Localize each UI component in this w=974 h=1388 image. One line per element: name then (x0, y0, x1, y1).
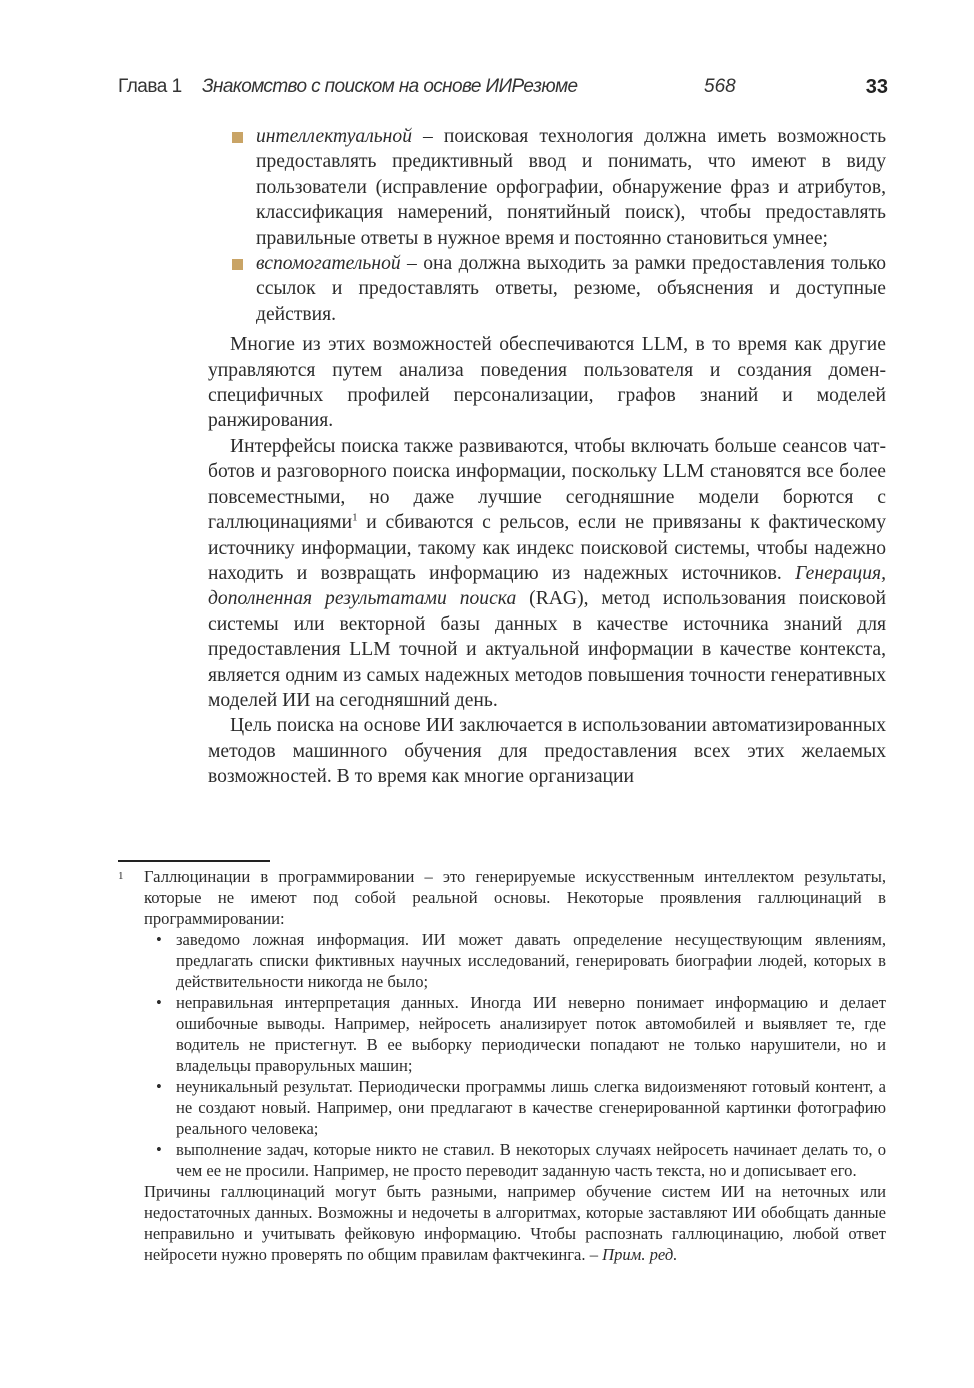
main-text (208, 124, 886, 790)
footnote-list-item: • выполнение задач, которые никто не ставил. В некоторых случаях нейросеть начинает делать то, о чем ее не просили. Например, не просто переводит заданную часть текста, но и дописывает его. (156, 1140, 886, 1180)
list-text: – она должна выходить за рамки предоставления только ссылок и предоставлять ответы, резюме, объяснения и доступные действия. (256, 253, 886, 325)
list-term: интеллектуальной (256, 126, 412, 147)
list-text: – поисковая технология должна иметь возможность предоставлять предиктивный ввод и понимать, что имеют в виду пользователи (исправление орфографии, обнаружение фраз и атрибутов, классификация намерений, понятийный поиск), чтобы предоставлять правильные ответы в нужное время и постоянно становиться умнее; (256, 126, 886, 249)
footnote-list-item: • заведомо ложная информация. ИИ может давать определение несуществующим явлениям, предлагать списки фиктивных научных исследований, генерировать биографии людей, которых в действительности никогда не было; (156, 930, 886, 991)
paragraph: Интерфейсы поиска также развиваются, чтобы включать больше сеансов чат-ботов и разговорного поиска информации, поскольку LLM становятся все более повсеместными, но даже лучшие сегодняшние модели борются с галлюцинациями$^1$ и сбиваются с рельсов, если не привязаны к фактическому источнику информации, такому как индекс поисковой системы, чтобы надежно находить и возвращать информацию из надежных источников. Генерация, дополненная результатами поиска (RAG), метод использования поисковой системы или векторной базы данных в качестве источника знаний для предоставления LLM точной и актуальной информации в качестве контекста, является одним из самых надежных методов повышения точности генеративных моделей ИИ на сегодняшний день. (208, 435, 886, 711)
square-bullet-icon (232, 132, 243, 143)
footnote-list-item: • неправильная интерпретация данных. Иногда ИИ неверно понимает информацию и делает ошибочные выводы. Например, нейросеть анализирует поток автомобилей и выявляет те, где водитель не пристегнут. В ее выборку периодически попадают не только нарушители, но и владельцы праворульных машин; (156, 993, 886, 1075)
footnote-body (144, 866, 886, 1265)
list-item (208, 124, 886, 251)
paragraph: Цель поиска на основе ИИ заключается в использовании автоматизированных методов машинного обучения для предоставления всех этих желаемых возможностей. В то время как многие организации (208, 715, 886, 788)
footnote-intro: Галлюцинации в программировании – это генерируемые искусственным интеллектом результаты, которые не имеют под собой реальной основы. Некоторые проявления галлюцинаций в программировании: (144, 867, 886, 928)
bullet-dot-icon: • (156, 1077, 162, 1096)
italic-term: Генерация, дополненная результатами поиска (208, 562, 886, 610)
list-item (208, 251, 886, 327)
footnote (118, 866, 886, 1265)
square-bullet-icon (232, 259, 243, 270)
footnote-divider (118, 860, 270, 862)
feature-list (208, 124, 886, 327)
paragraph: Многие из этих возможностей обеспечиваются LLM, в то время как другие управляются путем анализа поведения пользователя и создания домен-специфичных профилей персонализации, графов знаний и моделей ранжирования. (208, 334, 886, 432)
footnote-mark: 1 (118, 870, 124, 882)
footnote-list-item: • неуникальный результат. Периодически программы лишь слегка видоизменяют готовый контент, а не создают новый. Например, они предлагают в качестве сгенерированной картинки фотографию реального человека; (156, 1077, 886, 1138)
bullet-dot-icon: • (156, 1140, 162, 1159)
running-header (118, 76, 888, 104)
header-number: 568 (704, 76, 736, 97)
editor-note: Прим. ред. (602, 1245, 678, 1264)
page-number: 33 (865, 76, 888, 98)
list-term: вспомогательной (256, 253, 401, 275)
footnote-list (144, 929, 886, 1181)
chapter-title: Знакомство с поиском на основе ИИРезюме (202, 76, 578, 97)
bullet-dot-icon: • (156, 993, 162, 1012)
chapter-label: Глава 1 (118, 76, 182, 97)
footnote-outro: Причины галлюцинаций могут быть разными, например обучение систем ИИ на неточных или недостаточных данных. Возможны и недочеты в алгоритмах, которые заставляют ИИ обобщать данные неправильно и учитывать фейковую информацию. Чтобы распознать галлюцинацию, любой ответ нейросети нужно проверять по общим правилам фактчекинга. – Прим. ред. (144, 1182, 886, 1264)
bullet-dot-icon: • (156, 930, 162, 949)
footnote-reference[interactable]: 1 (352, 511, 358, 524)
